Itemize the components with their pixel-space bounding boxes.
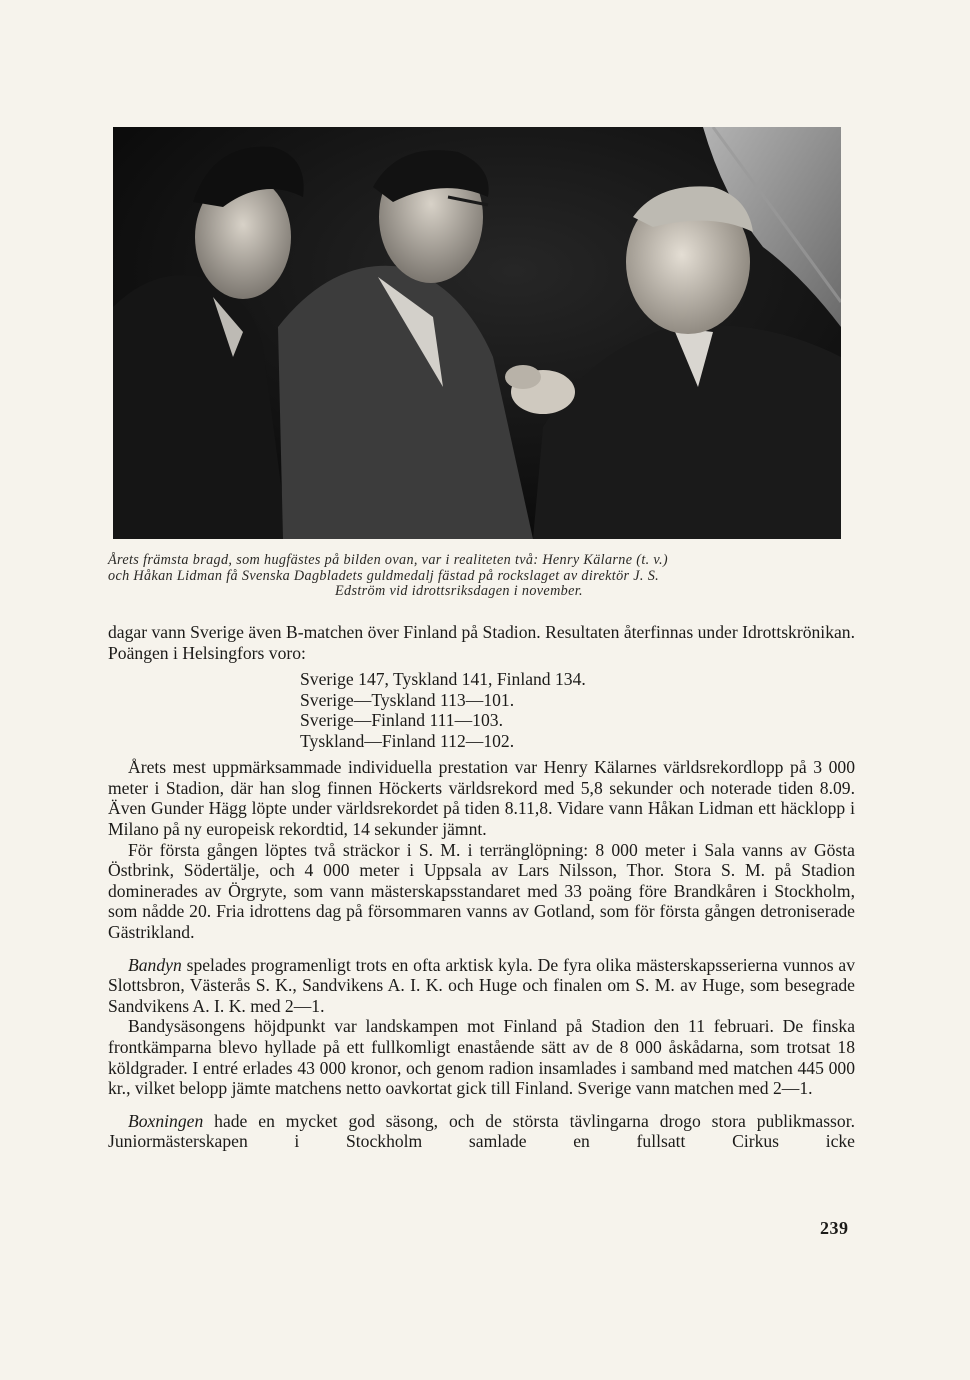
paragraph-terranglopning: För första gången löptes två sträckor i S. M. i terränglöpning: 8 000 meter i Sala vanns av Gösta Östbrink, Södertälje, och 4 000 meter i Uppsala av Lars Nilsson, Thor. Stora S. M. på Stadion dominerades av Örgryte, som vann mästerskapsstandaret med 33 poäng före Brandkåren i Stockholm, som nådde 20. Fria idrottens dag på försommaren vanns av Gotland, som för första gången detroniserade Gästrikland. [108, 839, 855, 942]
caption-line-3: Edström vid idrottsriksdagen i november. [335, 583, 583, 599]
paragraph-boxning [108, 1111, 855, 1152]
photo-caption [108, 553, 850, 600]
caption-line-2: och Håkan Lidman få Svenska Dagbladets guldmedalj fästad på rockslaget av direktör J. S. [108, 567, 660, 584]
page-number: 239 [820, 1218, 849, 1238]
result-line: Sverige—Tyskland 113—101. [300, 689, 515, 710]
paragraph-bandy [108, 955, 855, 1017]
article-body [108, 622, 855, 1152]
intro-paragraph: dagar vann Sverige även B-matchen över Finland på Stadion. Resultaten återfinnas under Idrottskrönikan. Poängen i Helsingfors voro: [108, 622, 855, 663]
result-line: Sverige—Finland 111—103. [300, 710, 503, 731]
section-lead-bandyn: Bandyn [128, 954, 182, 975]
section-lead-boxningen: Boxningen [128, 1110, 204, 1131]
results-list [300, 669, 855, 751]
caption-line-1: Årets främsta bragd, som hugfästes på bilden ovan, var i realiteten två: Henry Kälarne (t. v.) [108, 552, 668, 568]
paragraph-kalarne: Årets mest uppmärksammade individuella prestation var Henry Kälarnes världsrekordlopp på 3 000 meter i Stadion, där han slog finnen Höckerts världsrekord med 5,8 sekunder och noterade tiden 8.09. Även Gunder Hägg löpte under världsrekordet på tiden 8.11,8. Vidare vann Håkan Lidman ett häcklopp i Milano på ny europeisk rekordtid, 14 sekunder jämnt. [108, 757, 855, 839]
photo-illustration [113, 127, 841, 539]
paragraph-bandy-landskamp: Bandysäsongens höjdpunkt var landskampen mot Finland på Stadion den 11 februari. De finska frontkämparna blevo hyllade på ett fullkomligt enastående sätt av de 8 000 åskådarna, som trotsat 18 köldgrader. I entré erlades 43 000 kronor, och genom radion insamlades i samband med matchen 445 000 kr., vilket belopp jämte matchens netto oavkortat gick till Finland. Sverige vann matchen med 2—1. [108, 1016, 855, 1099]
paragraph-text: hade en mycket god säsong, och de största tävlingarna drogo stora publikmassor. Juniormästerskapen i Stockholm samlade en fullsatt Cirkus icke [108, 1110, 855, 1152]
paragraph-text: spelades programenligt trots en ofta arktisk kyla. De fyra olika mästerskapsserierna vunnos av Slottsbron, Västerås S. K., Sandvikens A. I. K. och Huge och finalen om S. M. av Huge, som besegrade Sandvikens A. I. K. med 2—1. [108, 954, 855, 1016]
photograph [113, 127, 841, 539]
result-line: Tyskland—Finland 112—102. [300, 730, 515, 751]
result-line: Sverige 147, Tyskland 141, Finland 134. [300, 669, 586, 690]
